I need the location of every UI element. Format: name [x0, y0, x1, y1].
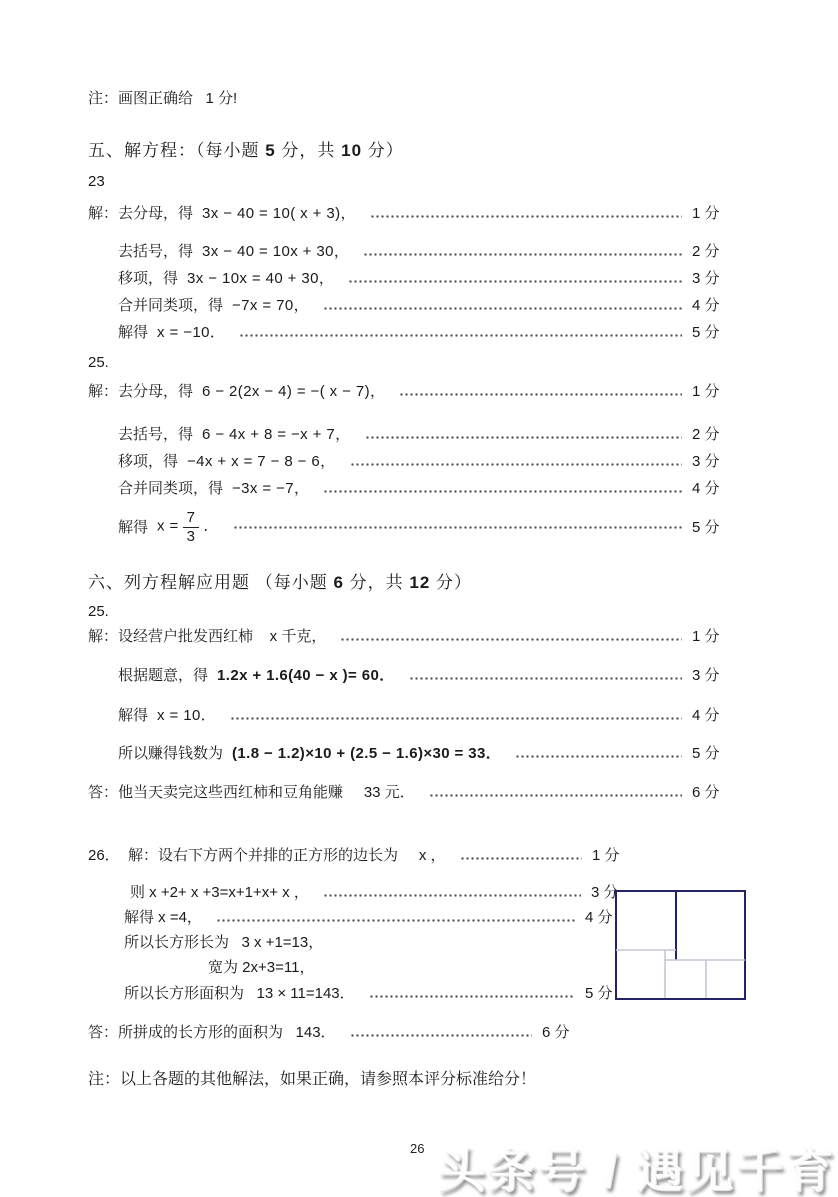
answer-text: 答：所拼成的长方形的面积为 143． — [88, 1024, 336, 1041]
dotted-leader — [323, 305, 682, 312]
dotted-leader — [239, 332, 682, 339]
answer-text: 答：他当天卖完这些西红柿和豆角能赚 33 元． — [88, 784, 415, 801]
solution-step — [88, 295, 738, 316]
dotted-leader — [216, 917, 575, 924]
step-label: 解得 — [118, 518, 149, 536]
step-score: 5 分 — [692, 745, 720, 762]
step-score: 3 分 — [692, 667, 720, 684]
problem-number-23: 23 — [88, 173, 105, 190]
section6-points-total: 12 — [409, 573, 431, 592]
grading-note: 注：以上各题的其他解法，如果正确，请参照本评分标准给分！ — [88, 1071, 537, 1088]
step-score: 6 分 — [692, 784, 720, 801]
answer-line — [88, 1022, 588, 1043]
step-label: 移项，得 — [118, 270, 179, 287]
step-score: 1 分 — [692, 628, 720, 645]
outer-rectangle — [616, 891, 745, 999]
section5-heading-pre: 五、解方程：（每小题 — [88, 141, 266, 160]
solution-step — [88, 907, 631, 928]
section5-points-each: 5 — [265, 141, 276, 160]
dotted-leader — [429, 792, 682, 799]
step-label: 合并同类项，得 — [118, 480, 224, 497]
step-score: 1 分 — [592, 847, 620, 864]
solution-step — [88, 203, 738, 224]
solution-step — [88, 322, 738, 343]
page-number: 26 — [410, 1141, 425, 1156]
section5-points-total: 10 — [341, 141, 363, 160]
dotted-leader — [370, 213, 682, 220]
equation-lead: x = — [157, 517, 179, 535]
dotted-leader — [340, 636, 682, 643]
step-label: 合并同类项，得 — [118, 297, 224, 314]
step-label: 移项，得 — [118, 453, 179, 470]
solution-step — [88, 845, 638, 866]
step-equation: −3x = −7， — [232, 480, 310, 497]
dotted-leader — [323, 488, 682, 495]
section6-points-each: 6 — [333, 573, 344, 592]
dotted-leader — [409, 675, 682, 682]
dotted-leader — [365, 434, 682, 441]
step-text: 所以长方形面积为 13 × 11=143． — [124, 985, 355, 1002]
step-text: 则 x +2+ x +3=x+1+x+ x ， — [130, 884, 309, 901]
section6-heading — [88, 571, 738, 595]
solution-step: 宽为 2x+3=11， — [208, 959, 315, 976]
step-equation: 6 − 4x + 8 = −x + 7， — [202, 426, 351, 443]
step-text: 解得 x =4， — [124, 909, 202, 926]
step-score: 3 分 — [591, 884, 619, 901]
solution-step — [88, 705, 738, 726]
solution-step — [88, 665, 738, 686]
step-text: 解：设经营户批发西红柿 x 千克， — [88, 628, 327, 645]
step-score: 4 分 — [585, 909, 613, 926]
section6-heading-mid: 分，共 — [343, 573, 410, 592]
step-score: 5 分 — [692, 518, 720, 536]
solution-step — [88, 241, 738, 262]
step-label: 解得 — [118, 707, 149, 724]
dotted-leader — [460, 855, 582, 862]
step-label: 根据题意，得 — [118, 667, 209, 684]
squares-rectangle-diagram — [615, 890, 746, 1000]
answer-line — [88, 782, 738, 803]
step-text: 26． 解：设右下方两个并排的正方形的边长为 x ， — [88, 847, 446, 864]
step-equation: 3x − 40 = 10( x + 3)， — [202, 205, 356, 222]
watermark: 头条号 / 遇见千育 — [437, 1144, 836, 1197]
step-score: 1 分 — [692, 383, 720, 400]
problem-number-25b: 25. — [88, 603, 109, 620]
dotted-leader — [230, 715, 682, 722]
step-score: 3 分 — [692, 453, 720, 470]
fraction-numerator: 7 — [186, 509, 196, 527]
solution-step — [88, 451, 738, 472]
section5-heading — [88, 139, 738, 163]
solution-step — [88, 983, 631, 1004]
dotted-leader — [350, 461, 682, 468]
fraction-denominator: 3 — [183, 527, 200, 545]
step-equation: (1.8 − 1.2)×10 + (2.5 − 1.6)×30 = 33． — [232, 745, 502, 762]
step-label: 解：去分母，得 — [88, 383, 194, 400]
step-score: 5 分 — [692, 324, 720, 341]
step-equation: 3x − 10x = 40 + 30， — [187, 270, 335, 287]
solution-step: 所以长方形长为 3 x +1=13， — [124, 934, 324, 951]
dotted-leader — [350, 1032, 532, 1039]
solution-step — [88, 381, 738, 402]
section6-heading-pre: 六、列方程解应用题 （每小题 — [88, 573, 334, 592]
step-label: 去括号，得 — [118, 243, 194, 260]
solution-step — [88, 626, 738, 647]
dotted-leader — [348, 278, 682, 285]
dotted-leader — [515, 753, 682, 760]
dotted-leader — [363, 251, 682, 258]
solution-step — [88, 743, 738, 764]
section6-heading-post: 分） — [430, 573, 473, 592]
step-equation: x = 10． — [157, 707, 217, 724]
step-score: 4 分 — [692, 297, 720, 314]
step-label: 去括号，得 — [118, 426, 194, 443]
problem-number-25: 25. — [88, 354, 109, 371]
step-equation: 1.2x + 1.6(40 − x )= 60． — [217, 667, 395, 684]
step-score: 2 分 — [692, 243, 720, 260]
dotted-leader — [369, 993, 575, 1000]
step-score: 4 分 — [692, 480, 720, 497]
section5-heading-mid: 分，共 — [275, 141, 342, 160]
solution-step — [88, 478, 738, 499]
step-equation: −4x + x = 7 − 8 − 6， — [187, 453, 336, 470]
solution-step — [88, 424, 738, 445]
fraction — [183, 509, 200, 545]
step-score: 2 分 — [692, 426, 720, 443]
dotted-leader — [323, 892, 581, 899]
step-score: 4 分 — [692, 707, 720, 724]
step-score: 1 分 — [692, 205, 720, 222]
step-equation: 3x − 40 = 10x + 30， — [202, 243, 350, 260]
step-equation: x = −10． — [157, 324, 226, 341]
dotted-leader — [233, 524, 682, 531]
step-score: 3 分 — [692, 270, 720, 287]
drawing-note: 注：画图正确给 1 分! — [88, 90, 238, 107]
solution-step-fraction — [88, 503, 738, 551]
step-label: 解得 — [118, 324, 149, 341]
solution-step — [88, 882, 637, 903]
step-equation — [157, 509, 219, 545]
equation-tail: ． — [203, 517, 219, 535]
step-score: 6 分 — [542, 1024, 570, 1041]
step-equation: 6 − 2(2x − 4) = −( x − 7)， — [202, 383, 386, 400]
dotted-leader — [399, 391, 682, 398]
step-label: 所以赚得钱数为 — [118, 745, 224, 762]
step-label: 解：去分母，得 — [88, 205, 194, 222]
step-equation: −7x = 70， — [232, 297, 309, 314]
step-score: 5 分 — [585, 985, 613, 1002]
section5-heading-post: 分） — [362, 141, 404, 160]
solution-step — [88, 268, 738, 289]
